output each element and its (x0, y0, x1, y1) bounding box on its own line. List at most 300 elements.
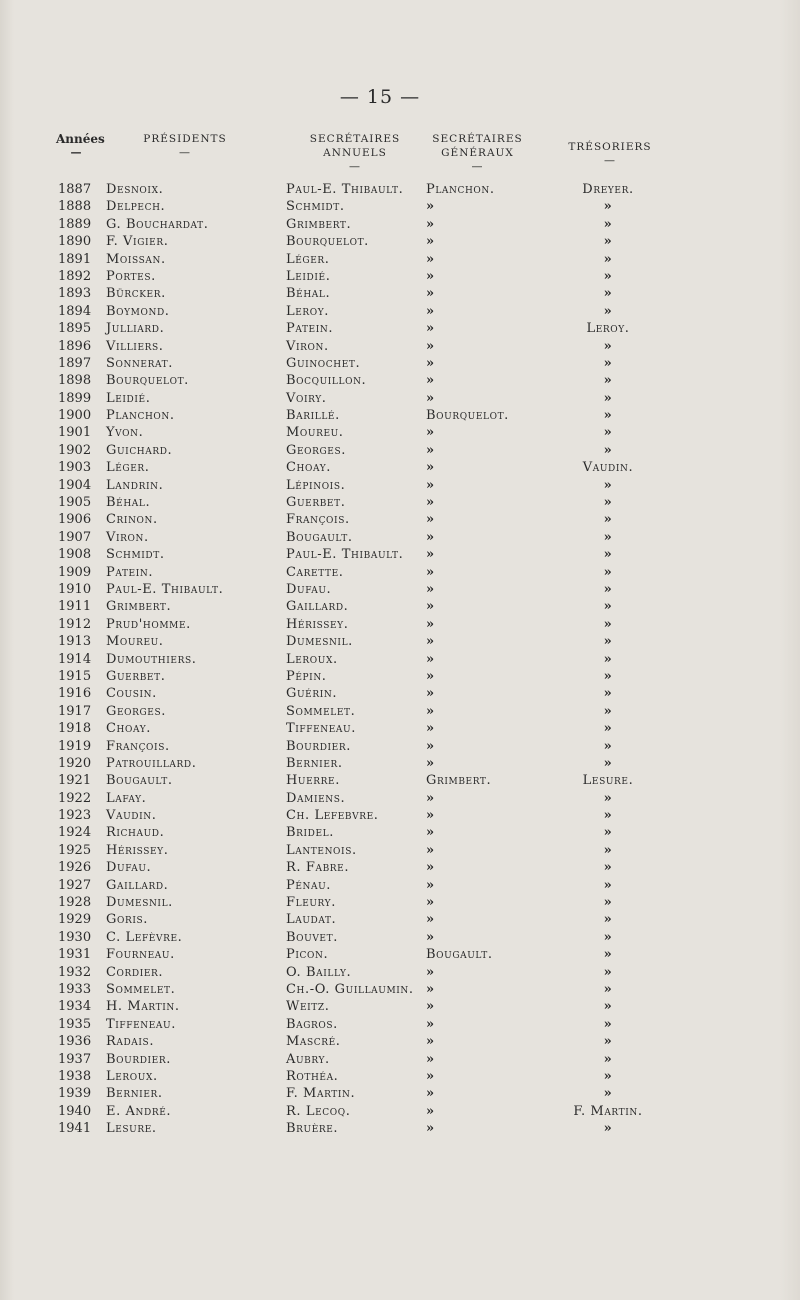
cell-secretaire-annuel: Georges. (286, 442, 346, 458)
cell-year: 1927 (58, 877, 92, 893)
cell-secretaire-annuel: R. Lecoq. (286, 1103, 351, 1119)
cell-year: 1890 (58, 234, 92, 250)
cell-president: H. Martin. (106, 999, 180, 1015)
table-row (0, 668, 800, 685)
table-row (0, 494, 800, 511)
cell-year: 1915 (58, 668, 92, 684)
cell-secretaire-general: » (426, 703, 435, 719)
cell-tresorier: Leroy. (586, 321, 630, 337)
table-row (0, 303, 800, 320)
cell-secretaire-annuel: Viron. (286, 338, 329, 354)
table-row (0, 355, 800, 372)
cell-secretaire-annuel: Lépinois. (286, 477, 346, 493)
cell-president: Choay. (106, 721, 151, 737)
cell-secretaire-general: » (426, 216, 435, 232)
cell-secretaire-annuel: R. Fabre. (286, 860, 350, 876)
cell-secretaire-general: » (426, 895, 435, 911)
cell-tresorier: » (603, 842, 613, 858)
table-row (0, 564, 800, 581)
cell-year: 1921 (58, 773, 92, 789)
cell-year: 1901 (58, 425, 92, 441)
table-row (0, 581, 800, 598)
cell-year: 1930 (58, 929, 92, 945)
cell-tresorier: Dreyer. (582, 182, 634, 197)
table-row (0, 268, 800, 285)
table-row (0, 894, 800, 911)
header-presidents-label: PRÉSIDENTS (143, 133, 227, 145)
table-row (0, 181, 800, 198)
cell-secretaire-annuel: Guerbet. (286, 495, 346, 511)
cell-tresorier: » (603, 303, 613, 319)
cell-president: Yvon. (106, 425, 144, 441)
table-row (0, 216, 800, 233)
cell-secretaire-annuel: Leroux. (286, 651, 338, 667)
cell-secretaire-annuel: François. (286, 512, 350, 528)
cell-president: Viron. (106, 529, 149, 545)
cell-president: Gaillard. (106, 877, 169, 893)
cell-secretaire-annuel: Bouvet. (286, 929, 338, 945)
cell-year: 1922 (58, 790, 92, 806)
header-tresoriers-label: TRÉSORIERS (568, 141, 652, 153)
table-row (0, 251, 800, 268)
cell-tresorier: » (603, 599, 613, 615)
cell-secretaire-annuel: Sommelet. (286, 703, 356, 719)
cell-president: Paul-E. Thibault. (106, 581, 224, 597)
table-row (0, 755, 800, 772)
cell-secretaire-general: » (426, 268, 435, 284)
cell-secretaire-general: » (426, 599, 435, 615)
header-dash: — (604, 154, 616, 167)
table-row (0, 772, 800, 789)
cell-secretaire-general: » (426, 564, 435, 580)
cell-secretaire-general: » (426, 1121, 435, 1137)
header-dash: — (179, 146, 191, 159)
table-row (0, 738, 800, 755)
cell-secretaire-annuel: Bagros. (286, 1016, 338, 1032)
cell-year: 1911 (58, 599, 92, 615)
cell-year: 1899 (58, 390, 92, 406)
cell-year: 1900 (58, 408, 92, 424)
table-row (0, 964, 800, 981)
cell-tresorier: » (603, 529, 613, 545)
cell-secretaire-annuel: Huerre. (286, 773, 340, 789)
cell-year: 1932 (58, 964, 92, 980)
cell-president: Patein. (106, 564, 154, 580)
cell-year: 1887 (58, 182, 92, 197)
cell-secretaire-annuel: Bocquillon. (286, 373, 367, 389)
cell-secretaire-general: » (426, 373, 435, 389)
cell-tresorier: » (603, 355, 613, 371)
cell-tresorier: » (603, 547, 613, 563)
cell-secretaire-general: » (426, 251, 435, 267)
cell-president: Prud'homme. (106, 616, 191, 632)
officers-table (0, 181, 800, 1137)
cell-secretaire-annuel: Paul-E. Thibault. (286, 547, 404, 563)
cell-tresorier: » (603, 1086, 613, 1102)
cell-president: Villiers. (106, 338, 164, 354)
cell-president: Bougault. (106, 773, 173, 789)
cell-secretaire-general: » (426, 825, 435, 841)
cell-secretaire-annuel: Picon. (286, 947, 329, 963)
cell-year: 1934 (58, 999, 92, 1015)
cell-secretaire-general: Bourquelot. (426, 408, 509, 424)
cell-president: Dumouthiers. (106, 651, 197, 667)
header-secretaires-generaux (420, 132, 535, 174)
cell-president: Sonnerat. (106, 355, 173, 371)
table-row (0, 529, 800, 546)
table-row (0, 407, 800, 424)
cell-secretaire-annuel: Carette. (286, 564, 344, 580)
cell-president: Guerbet. (106, 668, 166, 684)
table-row (0, 703, 800, 720)
cell-tresorier: » (603, 668, 613, 684)
cell-year: 1905 (58, 495, 92, 511)
cell-year: 1938 (58, 1068, 92, 1084)
cell-year: 1891 (58, 251, 92, 267)
cell-tresorier: » (603, 895, 613, 911)
cell-president: Boymond. (106, 303, 170, 319)
table-row (0, 511, 800, 528)
cell-secretaire-annuel: Bernier. (286, 755, 343, 771)
cell-secretaire-annuel: Rothéa. (286, 1068, 339, 1084)
cell-tresorier: » (603, 721, 613, 737)
table-row (0, 998, 800, 1015)
cell-tresorier: » (603, 755, 613, 771)
table-row (0, 1120, 800, 1137)
cell-president: Desnoix. (106, 182, 164, 197)
cell-year: 1912 (58, 616, 92, 632)
header-tresoriers (560, 140, 660, 168)
cell-tresorier: » (603, 686, 613, 702)
cell-year: 1920 (58, 755, 92, 771)
cell-secretaire-general: » (426, 1103, 435, 1119)
header-presidents (140, 132, 230, 160)
cell-secretaire-general: » (426, 234, 435, 250)
cell-tresorier: » (603, 947, 613, 963)
cell-year: 1898 (58, 373, 92, 389)
cell-secretaire-general: » (426, 999, 435, 1015)
cell-secretaire-general: » (426, 460, 435, 476)
cell-president: Béhal. (106, 495, 151, 511)
table-header (0, 132, 800, 182)
cell-secretaire-annuel: Tiffeneau. (286, 721, 356, 737)
table-row (0, 651, 800, 668)
cell-secretaire-general: » (426, 1016, 435, 1032)
cell-president: Cousin. (106, 686, 157, 702)
cell-president: Georges. (106, 703, 166, 719)
cell-president: Crinon. (106, 512, 158, 528)
cell-secretaire-general: » (426, 964, 435, 980)
cell-secretaire-annuel: Bougault. (286, 529, 353, 545)
cell-year: 1931 (58, 947, 92, 963)
cell-secretaire-general: » (426, 390, 435, 406)
cell-year: 1933 (58, 981, 92, 997)
cell-tresorier: » (603, 199, 613, 215)
cell-secretaire-general: Planchon. (426, 182, 495, 197)
cell-secretaire-general: » (426, 199, 435, 215)
table-row (0, 1068, 800, 1085)
cell-secretaire-annuel: Patein. (286, 321, 334, 337)
cell-tresorier: » (603, 825, 613, 841)
cell-year: 1919 (58, 738, 92, 754)
header-dash: — (349, 160, 361, 173)
cell-tresorier: F. Martin. (573, 1103, 643, 1119)
cell-secretaire-general: » (426, 355, 435, 371)
table-row (0, 233, 800, 250)
table-row (0, 842, 800, 859)
cell-president: E. André. (106, 1103, 172, 1119)
cell-president: Tiffeneau. (106, 1016, 176, 1032)
cell-president: Bürcker. (106, 286, 166, 302)
cell-tresorier: Lesure. (582, 773, 634, 789)
cell-president: G. Bouchardat. (106, 216, 209, 232)
cell-year: 1894 (58, 303, 92, 319)
cell-tresorier: » (603, 338, 613, 354)
cell-president: Moissan. (106, 251, 166, 267)
cell-president: Radais. (106, 1034, 155, 1050)
cell-secretaire-annuel: Guinochet. (286, 355, 361, 371)
cell-president: Bourdier. (106, 1051, 171, 1067)
cell-secretaire-annuel: Mascré. (286, 1034, 341, 1050)
cell-secretaire-general: » (426, 442, 435, 458)
cell-president: Fourneau. (106, 947, 175, 963)
cell-secretaire-general: » (426, 912, 435, 928)
cell-tresorier: » (603, 999, 613, 1015)
cell-secretaire-general: » (426, 616, 435, 632)
table-row (0, 477, 800, 494)
cell-tresorier: » (603, 616, 613, 632)
cell-secretaire-general: » (426, 321, 435, 337)
cell-tresorier: » (603, 286, 613, 302)
table-row (0, 442, 800, 459)
header-years-label: Années (56, 132, 105, 146)
cell-president: Portes. (106, 268, 156, 284)
cell-secretaire-general: » (426, 529, 435, 545)
cell-year: 1904 (58, 477, 92, 493)
cell-year: 1924 (58, 825, 92, 841)
header-dash: — (70, 146, 82, 159)
cell-tresorier: » (603, 477, 613, 493)
cell-president: Cordier. (106, 964, 164, 980)
cell-year: 1941 (58, 1121, 92, 1137)
table-row (0, 1016, 800, 1033)
cell-tresorier: » (603, 651, 613, 667)
cell-secretaire-annuel: Bridel. (286, 825, 334, 841)
cell-secretaire-annuel: O. Bailly. (286, 964, 352, 980)
cell-secretaire-annuel: Dumesnil. (286, 634, 353, 650)
cell-secretaire-annuel: Dufau. (286, 581, 332, 597)
cell-secretaire-general: » (426, 634, 435, 650)
cell-year: 1914 (58, 651, 92, 667)
cell-president: Richaud. (106, 825, 165, 841)
cell-year: 1906 (58, 512, 92, 528)
table-row (0, 720, 800, 737)
table-row (0, 929, 800, 946)
cell-year: 1916 (58, 686, 92, 702)
cell-year: 1893 (58, 286, 92, 302)
cell-tresorier: » (603, 442, 613, 458)
cell-year: 1908 (58, 547, 92, 563)
cell-secretaire-general: » (426, 929, 435, 945)
cell-president: Dufau. (106, 860, 152, 876)
cell-secretaire-annuel: Bourquelot. (286, 234, 369, 250)
table-row (0, 459, 800, 476)
cell-president: Vaudin. (106, 808, 157, 824)
page-number: — 15 — (339, 86, 421, 108)
cell-secretaire-general: » (426, 651, 435, 667)
header-secretaires-generaux-label: SECRÉTAIRES GÉNÉRAUX (432, 133, 523, 159)
cell-year: 1913 (58, 634, 92, 650)
cell-tresorier: » (603, 964, 613, 980)
cell-year: 1889 (58, 216, 92, 232)
cell-tresorier: » (603, 390, 613, 406)
cell-secretaire-annuel: Grimbert. (286, 216, 352, 232)
cell-president: Moureu. (106, 634, 164, 650)
cell-year: 1936 (58, 1034, 92, 1050)
cell-year: 1909 (58, 564, 92, 580)
cell-president: Landrin. (106, 477, 164, 493)
cell-tresorier: » (603, 1034, 613, 1050)
cell-tresorier: » (603, 268, 613, 284)
cell-secretaire-annuel: Fleury. (286, 895, 336, 911)
cell-tresorier: » (603, 251, 613, 267)
cell-year: 1928 (58, 895, 92, 911)
cell-year: 1907 (58, 529, 92, 545)
cell-year: 1902 (58, 442, 92, 458)
cell-secretaire-annuel: Leidié. (286, 268, 331, 284)
cell-year: 1896 (58, 338, 92, 354)
table-row (0, 338, 800, 355)
cell-secretaire-annuel: Guérin. (286, 686, 338, 702)
header-dash: — (471, 160, 484, 173)
cell-secretaire-annuel: Ch.-O. Guillaumin. (286, 981, 414, 997)
cell-secretaire-annuel: Bourdier. (286, 738, 351, 754)
cell-year: 1897 (58, 355, 92, 371)
table-row (0, 285, 800, 302)
cell-tresorier: » (603, 738, 613, 754)
cell-secretaire-annuel: Aubry. (286, 1051, 330, 1067)
cell-tresorier: » (603, 929, 613, 945)
cell-president: Julliard. (106, 321, 165, 337)
table-row (0, 390, 800, 407)
cell-tresorier: » (603, 234, 613, 250)
table-row (0, 320, 800, 337)
cell-secretaire-general: » (426, 738, 435, 754)
cell-secretaire-annuel: Bruère. (286, 1121, 339, 1137)
cell-secretaire-annuel: Hérissey. (286, 616, 349, 632)
cell-president: Patrouillard. (106, 755, 197, 771)
table-row (0, 1033, 800, 1050)
table-row (0, 616, 800, 633)
cell-secretaire-annuel: F. Martin. (286, 1086, 356, 1102)
cell-tresorier: » (603, 1016, 613, 1032)
cell-secretaire-general: » (426, 1034, 435, 1050)
cell-president: Grimbert. (106, 599, 172, 615)
cell-tresorier: » (603, 703, 613, 719)
cell-secretaire-general: » (426, 721, 435, 737)
cell-tresorier: » (603, 581, 613, 597)
cell-tresorier: » (603, 512, 613, 528)
cell-tresorier: » (603, 495, 613, 511)
cell-tresorier: » (603, 981, 613, 997)
table-row (0, 685, 800, 702)
cell-president: Delpech. (106, 199, 166, 215)
cell-secretaire-annuel: Barillé. (286, 408, 340, 424)
cell-president: Leroux. (106, 1068, 158, 1084)
cell-secretaire-annuel: Lantenois. (286, 842, 357, 858)
cell-president: Schmidt. (106, 547, 165, 563)
cell-secretaire-annuel: Laudat. (286, 912, 337, 928)
table-row (0, 981, 800, 998)
cell-year: 1935 (58, 1016, 92, 1032)
cell-year: 1929 (58, 912, 92, 928)
cell-tresorier: » (603, 1051, 613, 1067)
cell-secretaire-general: » (426, 286, 435, 302)
cell-secretaire-general: » (426, 338, 435, 354)
cell-secretaire-annuel: Ch. Lefebvre. (286, 808, 379, 824)
cell-year: 1895 (58, 321, 92, 337)
cell-tresorier: » (603, 634, 613, 650)
cell-year: 1925 (58, 842, 92, 858)
cell-tresorier: » (603, 373, 613, 389)
cell-secretaire-annuel: Paul-E. Thibault. (286, 182, 404, 197)
cell-year: 1939 (58, 1086, 92, 1102)
cell-secretaire-general: » (426, 981, 435, 997)
cell-president: Dumesnil. (106, 895, 173, 911)
cell-president: C. Lefèvre. (106, 929, 183, 945)
table-row (0, 807, 800, 824)
header-secretaires-annuels-label: SECRÉTAIRES ANNUELS (309, 133, 401, 159)
cell-year: 1917 (58, 703, 92, 719)
cell-year: 1926 (58, 860, 92, 876)
cell-secretaire-annuel: Léger. (286, 251, 330, 267)
cell-secretaire-general: » (426, 477, 435, 493)
cell-president: Guichard. (106, 442, 173, 458)
cell-secretaire-annuel: Moureu. (286, 425, 344, 441)
table-row (0, 1085, 800, 1102)
table-row (0, 1103, 800, 1120)
cell-year: 1888 (58, 199, 92, 215)
cell-secretaire-general: » (426, 860, 435, 876)
cell-secretaire-annuel: Weitz. (286, 999, 330, 1015)
cell-secretaire-general: » (426, 303, 435, 319)
cell-secretaire-general: » (426, 512, 435, 528)
cell-secretaire-general: » (426, 1086, 435, 1102)
cell-tresorier: Vaudin. (582, 460, 634, 476)
cell-year: 1937 (58, 1051, 92, 1067)
cell-secretaire-general: » (426, 877, 435, 893)
table-row (0, 598, 800, 615)
cell-secretaire-annuel: Leroy. (286, 303, 330, 319)
cell-year: 1923 (58, 808, 92, 824)
cell-year: 1910 (58, 581, 92, 597)
cell-secretaire-general: » (426, 755, 435, 771)
cell-president: Sommelet. (106, 981, 176, 997)
table-row (0, 824, 800, 841)
table-row (0, 946, 800, 963)
table-row (0, 633, 800, 650)
cell-secretaire-general: » (426, 668, 435, 684)
cell-tresorier: » (603, 877, 613, 893)
table-row (0, 859, 800, 876)
table-row (0, 424, 800, 441)
table-row (0, 372, 800, 389)
cell-secretaire-general: » (426, 1068, 435, 1084)
cell-secretaire-annuel: Choay. (286, 460, 331, 476)
cell-secretaire-general: » (426, 686, 435, 702)
cell-year: 1940 (58, 1103, 92, 1119)
table-row (0, 198, 800, 215)
